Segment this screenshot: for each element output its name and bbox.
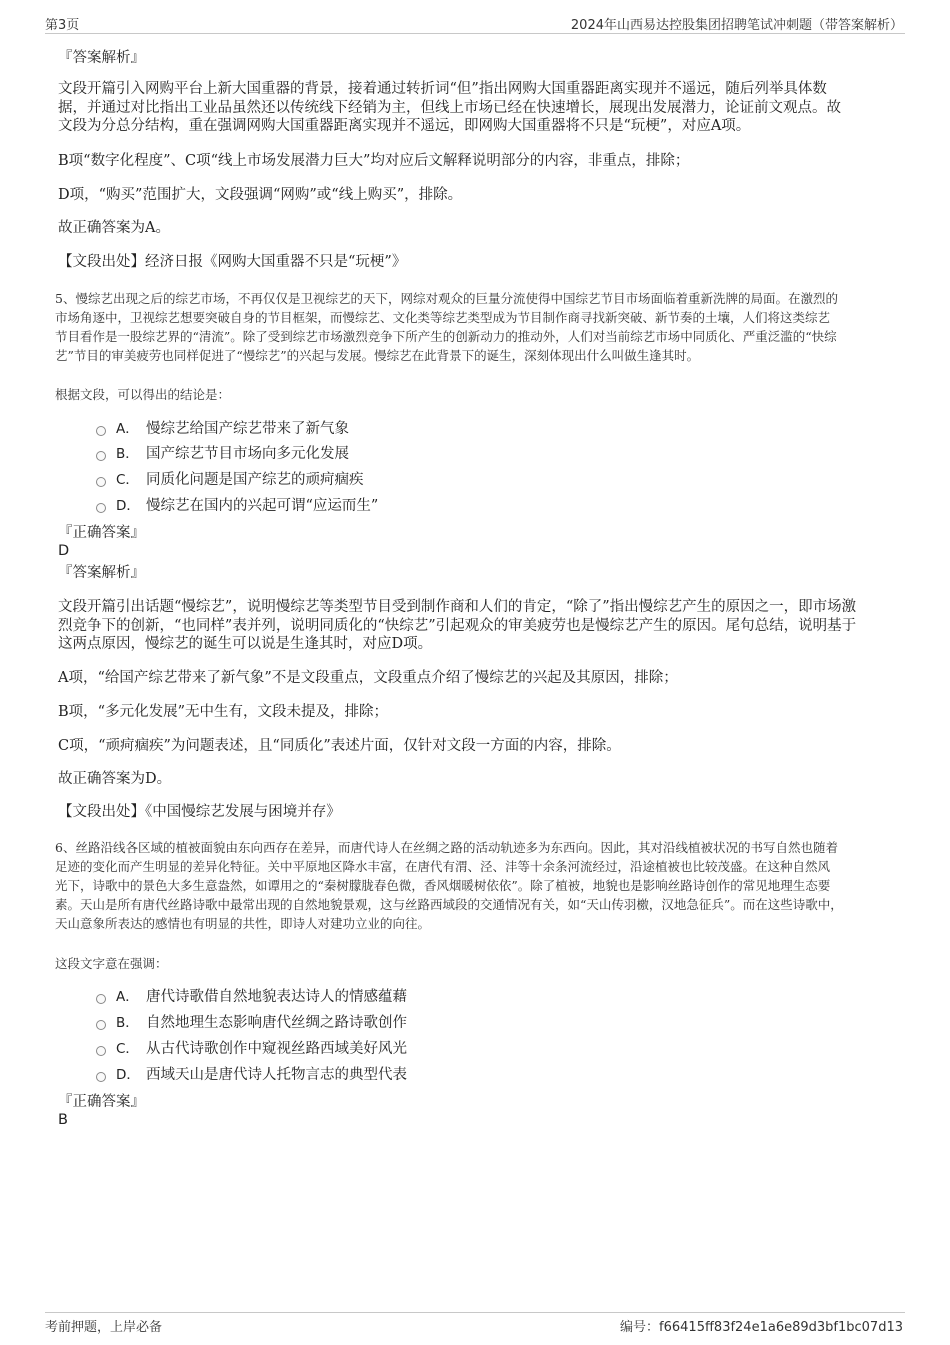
analysis-option-b: B项“数字化程度”、C项“线上市场发展潜力巨大”均对应后文解释说明部分的内容，非重点，排除；	[58, 153, 690, 169]
conclusion: 故正确答案为A。	[58, 220, 170, 236]
option-a[interactable]: A． 慢综艺给国产综艺带来了新气象	[96, 420, 349, 438]
analysis-option-c: C项，“顽疴痼疾”为问题表述，且“同质化”表述片面，仅针对文段一方面的内容，排除。	[58, 738, 621, 754]
radio-icon[interactable]	[96, 477, 106, 487]
radio-icon[interactable]	[96, 451, 106, 461]
footer-slogan: 考前押题，上岸必备	[45, 1320, 163, 1335]
answer-value: B	[58, 1112, 68, 1128]
page-number: 第3页	[45, 18, 80, 33]
analysis-option-a: A项，“给国产综艺带来了新气象”不是文段重点，文段重点介绍了慢综艺的兴起及其原因，排除；	[58, 670, 678, 686]
question-line: 天山意象所表达的感情也有明显的共性，即诗人对建功立业的向往。	[55, 916, 431, 931]
analysis-label: 『答案解析』	[58, 565, 145, 581]
page-header	[45, 12, 905, 34]
document-code: 编号：f66415ff83f24e1a6e89d3bf1bc07d13	[620, 1320, 903, 1335]
question-line: 素。天山是所有唐代丝路诗歌中最常出现的自然地貌景观，这与丝路西域段的交通情况有关，如“天山传羽檄，汉地急征兵”。而在这些诗歌中，	[55, 897, 843, 912]
analysis-paragraph	[58, 598, 893, 654]
option-b[interactable]: B． 自然地理生态影响唐代丝绸之路诗歌创作	[96, 1014, 407, 1032]
analysis-option-d: D项，“购买”范围扩大，文段强调“网购”或“线上购买”，排除。	[58, 187, 463, 203]
option-d[interactable]: D． 西域天山是唐代诗人托物言志的典型代表	[96, 1066, 407, 1084]
question-5-text	[55, 289, 895, 365]
radio-icon[interactable]	[96, 1020, 106, 1030]
option-a[interactable]: A． 唐代诗歌借自然地貌表达诗人的情感蕴藉	[96, 988, 407, 1006]
analysis-line: 烈竞争下的创新，“也同样”表并列，说明同质化的“快综艺”引起观众的审美疲劳也是慢综艺产生的原因。尾句总结，说明基于	[58, 617, 857, 634]
question-line: 5、慢综艺出现之后的综艺市场，不再仅仅是卫视综艺的天下，网综对观众的巨量分流使得中国综艺节目市场面临着重新洗牌的局面。在激烈的	[55, 291, 838, 306]
source: 【文段出处】《中国慢综艺发展与困境并存》	[58, 804, 341, 820]
analysis-line: 文段开篇引入网购平台上新大国重器的背景，接着通过转折词“但”指出网购大国重器距离实现并不遥远，随后列举具体数	[58, 81, 827, 97]
document-title: 2024年山西易达控股集团招聘笔试冲刺题（带答案解析）	[570, 18, 903, 33]
radio-icon[interactable]	[96, 1046, 106, 1056]
conclusion: 故正确答案为D。	[58, 771, 172, 787]
analysis-option-b: B项，“多元化发展”无中生有，文段未提及，排除；	[58, 704, 388, 720]
question-5-ask: 根据文段，可以得出的结论是：	[55, 387, 231, 402]
question-6-text	[55, 838, 895, 933]
analysis-line: 文段开篇引出话题“慢综艺”，说明慢综艺等类型节目受到制作商和人们的肯定，“除了”指出慢综艺产生的原因之一，即市场激	[58, 599, 857, 615]
question-6-ask: 这段文字意在强调：	[55, 956, 168, 971]
analysis-label: 『答案解析』	[58, 50, 145, 66]
question-line: 足迹的变化而产生明显的差异化特征。关中平原地区降水丰富，在唐代有渭、泾、沣等十余条河流经过，沿途植被也比较茂盛。在这种自然风	[55, 859, 831, 874]
source: 【文段出处】经济日报《网购大国重器不只是“玩梗”》	[58, 254, 407, 270]
analysis-line: 这两点原因，慢综艺的诞生可以说是生逢其时，对应D项。	[58, 636, 433, 652]
question-line: 光下，诗歌中的景色大多生意盎然，如谭用之的“秦树朦胧春色微，香风烟暖树依依”。除了植被，地貌也是影响丝路诗创作的常见地理生态要	[55, 878, 831, 893]
analysis-line: 文段为分总分结构，重在强调网购大国重器距离实现并不遥远，即网购大国重器将不只是“玩梗”，对应A项。	[58, 118, 751, 134]
radio-icon[interactable]	[96, 503, 106, 513]
page-footer	[45, 1312, 905, 1334]
analysis-paragraph	[58, 80, 893, 136]
radio-icon[interactable]	[96, 1072, 106, 1082]
analysis-line: 据，并通过对比指出工业品虽然还以传统线下经销为主，但线上市场已经在快速增长，展现出发展潜力，论证前文观点。故	[58, 99, 841, 116]
answer-label: 『正确答案』	[58, 1094, 145, 1110]
option-d[interactable]: D． 慢综艺在国内的兴起可谓“应运而生”	[96, 497, 378, 515]
option-c[interactable]: C． 同质化问题是国产综艺的顽疴痼疾	[96, 471, 364, 489]
radio-icon[interactable]	[96, 426, 106, 436]
question-line: 6、丝路沿线各区域的植被面貌由东向西存在差异，而唐代诗人在丝绸之路的活动轨迹多为东西向。因此，其对沿线植被状况的书写自然也随着	[55, 840, 838, 855]
question-line: 节目看作是一股综艺界的“清流”。除了受到综艺市场激烈竞争下所产生的创新动力的推动外，人们对当前综艺市场中同质化、严重泛滥的“快综	[55, 329, 837, 344]
radio-icon[interactable]	[96, 994, 106, 1004]
question-line: 市场角逐中，卫视综艺想要突破自身的节目框架，而慢综艺、文化类等综艺类型成为节目制作商寻找新突破、新节奏的土壤，人们将这类综艺	[55, 310, 831, 325]
answer-value: D	[58, 543, 70, 559]
answer-label: 『正确答案』	[58, 525, 145, 541]
option-c[interactable]: C． 从古代诗歌创作中窥视丝路西域美好风光	[96, 1040, 407, 1058]
question-line: 艺”节目的审美疲劳也同样促进了“慢综艺”的兴起与发展。慢综艺在此背景下的诞生，深刻体现出什么叫做生逢其时。	[55, 348, 700, 363]
option-b[interactable]: B． 国产综艺节目市场向多元化发展	[96, 445, 349, 463]
